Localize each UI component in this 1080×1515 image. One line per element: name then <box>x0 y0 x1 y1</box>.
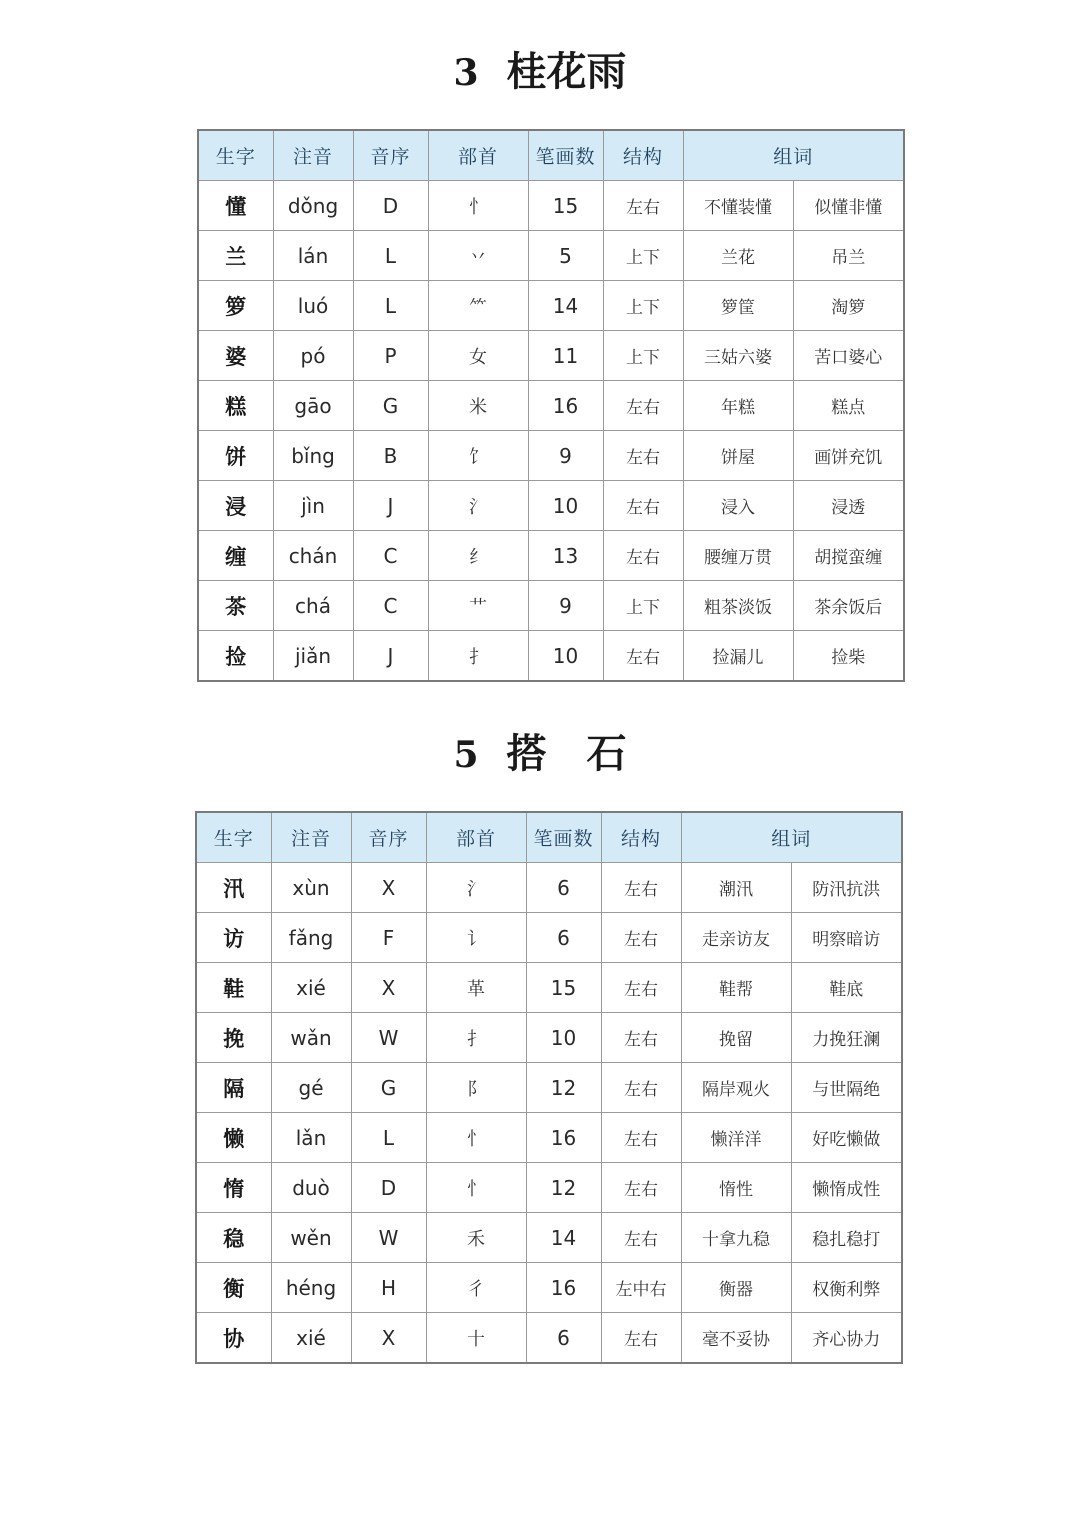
table-row <box>198 581 904 631</box>
word-cell-1: 三姑六婆 <box>683 331 793 381</box>
order-letter-cell: X <box>351 963 426 1013</box>
header-words: 组词 <box>683 130 904 181</box>
lesson-name: 桂花雨 <box>506 48 627 95</box>
pinyin-cell: chá <box>273 581 353 631</box>
stroke-count-cell: 11 <box>528 331 603 381</box>
structure-cell: 左右 <box>603 181 683 231</box>
word-cell-2: 稳扎稳打 <box>791 1213 902 1263</box>
header-pinyin: 注音 <box>273 130 353 181</box>
pinyin-cell: chán <box>273 531 353 581</box>
radical-cell: ⺮ <box>428 281 528 331</box>
stroke-count-cell: 15 <box>526 963 601 1013</box>
pinyin-cell: pó <box>273 331 353 381</box>
word-cell-2: 浸透 <box>793 481 904 531</box>
table-row <box>198 281 904 331</box>
pinyin-cell: xùn <box>271 863 351 913</box>
order-letter-cell: B <box>353 431 428 481</box>
structure-cell: 左右 <box>601 1213 681 1263</box>
word-cell-1: 潮汛 <box>681 863 791 913</box>
header-char: 生字 <box>198 130 273 181</box>
header-strokes: 笔画数 <box>526 812 601 863</box>
char-cell: 衡 <box>196 1263 271 1313</box>
structure-cell: 左右 <box>601 1313 681 1364</box>
structure-cell: 左右 <box>601 1063 681 1113</box>
radical-cell: 饣 <box>428 431 528 481</box>
char-cell: 协 <box>196 1313 271 1364</box>
header-char: 生字 <box>196 812 271 863</box>
char-cell: 糕 <box>198 381 273 431</box>
word-cell-2: 好吃懒做 <box>791 1113 902 1163</box>
char-cell: 懂 <box>198 181 273 231</box>
lesson-number: 5 <box>453 734 479 776</box>
word-cell-2: 防汛抗洪 <box>791 863 902 913</box>
table-row <box>198 331 904 381</box>
order-letter-cell: C <box>353 531 428 581</box>
order-letter-cell: H <box>351 1263 426 1313</box>
word-cell-1: 浸入 <box>683 481 793 531</box>
char-cell: 兰 <box>198 231 273 281</box>
char-cell: 访 <box>196 913 271 963</box>
header-words: 组词 <box>681 812 902 863</box>
structure-cell: 左右 <box>601 863 681 913</box>
word-cell-1: 不懂装懂 <box>683 181 793 231</box>
header-strokes: 笔画数 <box>528 130 603 181</box>
pinyin-cell: duò <box>271 1163 351 1213</box>
radical-cell: 禾 <box>426 1213 526 1263</box>
pinyin-cell: gāo <box>273 381 353 431</box>
pinyin-cell: wǎn <box>271 1013 351 1063</box>
order-letter-cell: W <box>351 1213 426 1263</box>
radical-cell: 彳 <box>426 1263 526 1313</box>
order-letter-cell: L <box>351 1113 426 1163</box>
lesson-title-1 <box>0 40 1080 97</box>
structure-cell: 左右 <box>601 913 681 963</box>
word-cell-2: 与世隔绝 <box>791 1063 902 1113</box>
stroke-count-cell: 10 <box>528 481 603 531</box>
stroke-count-cell: 6 <box>526 1313 601 1364</box>
radical-cell: 讠 <box>426 913 526 963</box>
word-cell-1: 粗茶淡饭 <box>683 581 793 631</box>
header-structure: 结构 <box>603 130 683 181</box>
word-cell-1: 年糕 <box>683 381 793 431</box>
order-letter-cell: G <box>353 381 428 431</box>
table-row <box>198 381 904 431</box>
pinyin-cell: wěn <box>271 1213 351 1263</box>
word-cell-1: 惰性 <box>681 1163 791 1213</box>
table-row <box>196 1263 902 1313</box>
table-row <box>198 481 904 531</box>
stroke-count-cell: 16 <box>526 1113 601 1163</box>
stroke-count-cell: 9 <box>528 431 603 481</box>
pinyin-cell: jiǎn <box>273 631 353 682</box>
structure-cell: 左右 <box>603 431 683 481</box>
pinyin-cell: fǎng <box>271 913 351 963</box>
structure-cell: 上下 <box>603 281 683 331</box>
char-cell: 稳 <box>196 1213 271 1263</box>
stroke-count-cell: 6 <box>526 913 601 963</box>
header-structure: 结构 <box>601 812 681 863</box>
table-row <box>196 863 902 913</box>
vocab-table-1 <box>197 129 905 682</box>
structure-cell: 左右 <box>601 1013 681 1063</box>
char-cell: 汛 <box>196 863 271 913</box>
word-cell-2: 捡柴 <box>793 631 904 682</box>
pinyin-cell: luó <box>273 281 353 331</box>
structure-cell: 左右 <box>601 963 681 1013</box>
table-row <box>196 963 902 1013</box>
table-row <box>196 1013 902 1063</box>
word-cell-1: 十拿九稳 <box>681 1213 791 1263</box>
order-letter-cell: D <box>353 181 428 231</box>
lesson-title-2 <box>0 722 1080 779</box>
table-header-row <box>196 812 902 863</box>
word-cell-1: 隔岸观火 <box>681 1063 791 1113</box>
table-row <box>198 431 904 481</box>
pinyin-cell: héng <box>271 1263 351 1313</box>
radical-cell: 忄 <box>426 1113 526 1163</box>
word-cell-2: 淘箩 <box>793 281 904 331</box>
word-cell-2: 吊兰 <box>793 231 904 281</box>
order-letter-cell: G <box>351 1063 426 1113</box>
char-cell: 婆 <box>198 331 273 381</box>
word-cell-2: 懒惰成性 <box>791 1163 902 1213</box>
pinyin-cell: jìn <box>273 481 353 531</box>
stroke-count-cell: 14 <box>528 281 603 331</box>
structure-cell: 上下 <box>603 331 683 381</box>
vocab-table-2 <box>195 811 903 1364</box>
char-cell: 惰 <box>196 1163 271 1213</box>
pinyin-cell: dǒng <box>273 181 353 231</box>
radical-cell: 扌 <box>428 631 528 682</box>
stroke-count-cell: 12 <box>526 1163 601 1213</box>
table-row <box>198 181 904 231</box>
word-cell-1: 兰花 <box>683 231 793 281</box>
char-cell: 隔 <box>196 1063 271 1113</box>
word-cell-2: 似懂非懂 <box>793 181 904 231</box>
char-cell: 浸 <box>198 481 273 531</box>
word-cell-1: 挽留 <box>681 1013 791 1063</box>
pinyin-cell: lán <box>273 231 353 281</box>
char-cell: 箩 <box>198 281 273 331</box>
word-cell-2: 糕点 <box>793 381 904 431</box>
table-row <box>198 631 904 682</box>
char-cell: 茶 <box>198 581 273 631</box>
word-cell-2: 齐心协力 <box>791 1313 902 1364</box>
pinyin-cell: bǐng <box>273 431 353 481</box>
structure-cell: 左右 <box>603 481 683 531</box>
stroke-count-cell: 10 <box>526 1013 601 1063</box>
word-cell-2: 画饼充饥 <box>793 431 904 481</box>
word-cell-1: 捡漏儿 <box>683 631 793 682</box>
word-cell-2: 茶余饭后 <box>793 581 904 631</box>
radical-cell: 艹 <box>428 581 528 631</box>
table-row <box>196 1063 902 1113</box>
pinyin-cell: xié <box>271 1313 351 1364</box>
radical-cell: 革 <box>426 963 526 1013</box>
char-cell: 鞋 <box>196 963 271 1013</box>
radical-cell: 忄 <box>426 1163 526 1213</box>
word-cell-1: 懒洋洋 <box>681 1113 791 1163</box>
table-header-row <box>198 130 904 181</box>
radical-cell: 阝 <box>426 1063 526 1113</box>
order-letter-cell: J <box>353 631 428 682</box>
lesson-number: 3 <box>453 52 479 94</box>
word-cell-1: 腰缠万贯 <box>683 531 793 581</box>
word-cell-1: 饼屋 <box>683 431 793 481</box>
order-letter-cell: F <box>351 913 426 963</box>
table-row <box>196 913 902 963</box>
order-letter-cell: C <box>353 581 428 631</box>
radical-cell: 纟 <box>428 531 528 581</box>
word-cell-1: 鞋帮 <box>681 963 791 1013</box>
stroke-count-cell: 13 <box>528 531 603 581</box>
word-cell-1: 箩筐 <box>683 281 793 331</box>
table-row <box>196 1213 902 1263</box>
header-order: 音序 <box>353 130 428 181</box>
structure-cell: 左右 <box>601 1163 681 1213</box>
order-letter-cell: L <box>353 231 428 281</box>
table-row <box>198 531 904 581</box>
char-cell: 缠 <box>198 531 273 581</box>
radical-cell: 女 <box>428 331 528 381</box>
structure-cell: 左中右 <box>601 1263 681 1313</box>
word-cell-2: 明察暗访 <box>791 913 902 963</box>
word-cell-1: 衡器 <box>681 1263 791 1313</box>
char-cell: 懒 <box>196 1113 271 1163</box>
table-row <box>196 1113 902 1163</box>
pinyin-cell: xié <box>271 963 351 1013</box>
structure-cell: 上下 <box>603 231 683 281</box>
order-letter-cell: W <box>351 1013 426 1063</box>
word-cell-1: 走亲访友 <box>681 913 791 963</box>
table-row <box>196 1163 902 1213</box>
stroke-count-cell: 9 <box>528 581 603 631</box>
word-cell-2: 苦口婆心 <box>793 331 904 381</box>
stroke-count-cell: 15 <box>528 181 603 231</box>
structure-cell: 左右 <box>603 631 683 682</box>
char-cell: 挽 <box>196 1013 271 1063</box>
stroke-count-cell: 6 <box>526 863 601 913</box>
stroke-count-cell: 14 <box>526 1213 601 1263</box>
structure-cell: 左右 <box>603 531 683 581</box>
word-cell-2: 权衡利弊 <box>791 1263 902 1313</box>
stroke-count-cell: 5 <box>528 231 603 281</box>
header-radical: 部首 <box>426 812 526 863</box>
table-row <box>198 231 904 281</box>
structure-cell: 上下 <box>603 581 683 631</box>
stroke-count-cell: 16 <box>528 381 603 431</box>
header-radical: 部首 <box>428 130 528 181</box>
header-order: 音序 <box>351 812 426 863</box>
word-cell-1: 毫不妥协 <box>681 1313 791 1364</box>
order-letter-cell: D <box>351 1163 426 1213</box>
structure-cell: 左右 <box>603 381 683 431</box>
radical-cell: 忄 <box>428 181 528 231</box>
stroke-count-cell: 12 <box>526 1063 601 1113</box>
radical-cell: 米 <box>428 381 528 431</box>
radical-cell: 十 <box>426 1313 526 1364</box>
char-cell: 饼 <box>198 431 273 481</box>
word-cell-2: 力挽狂澜 <box>791 1013 902 1063</box>
order-letter-cell: L <box>353 281 428 331</box>
stroke-count-cell: 16 <box>526 1263 601 1313</box>
char-cell: 捡 <box>198 631 273 682</box>
order-letter-cell: X <box>351 1313 426 1364</box>
stroke-count-cell: 10 <box>528 631 603 682</box>
order-letter-cell: P <box>353 331 428 381</box>
pinyin-cell: lǎn <box>271 1113 351 1163</box>
word-cell-2: 胡搅蛮缠 <box>793 531 904 581</box>
header-pinyin: 注音 <box>271 812 351 863</box>
radical-cell: 丷 <box>428 231 528 281</box>
order-letter-cell: X <box>351 863 426 913</box>
radical-cell: 氵 <box>426 863 526 913</box>
order-letter-cell: J <box>353 481 428 531</box>
structure-cell: 左右 <box>601 1113 681 1163</box>
lesson-name: 搭 石 <box>506 730 627 777</box>
pinyin-cell: gé <box>271 1063 351 1113</box>
radical-cell: 氵 <box>428 481 528 531</box>
radical-cell: 扌 <box>426 1013 526 1063</box>
word-cell-2: 鞋底 <box>791 963 902 1013</box>
table-row <box>196 1313 902 1364</box>
